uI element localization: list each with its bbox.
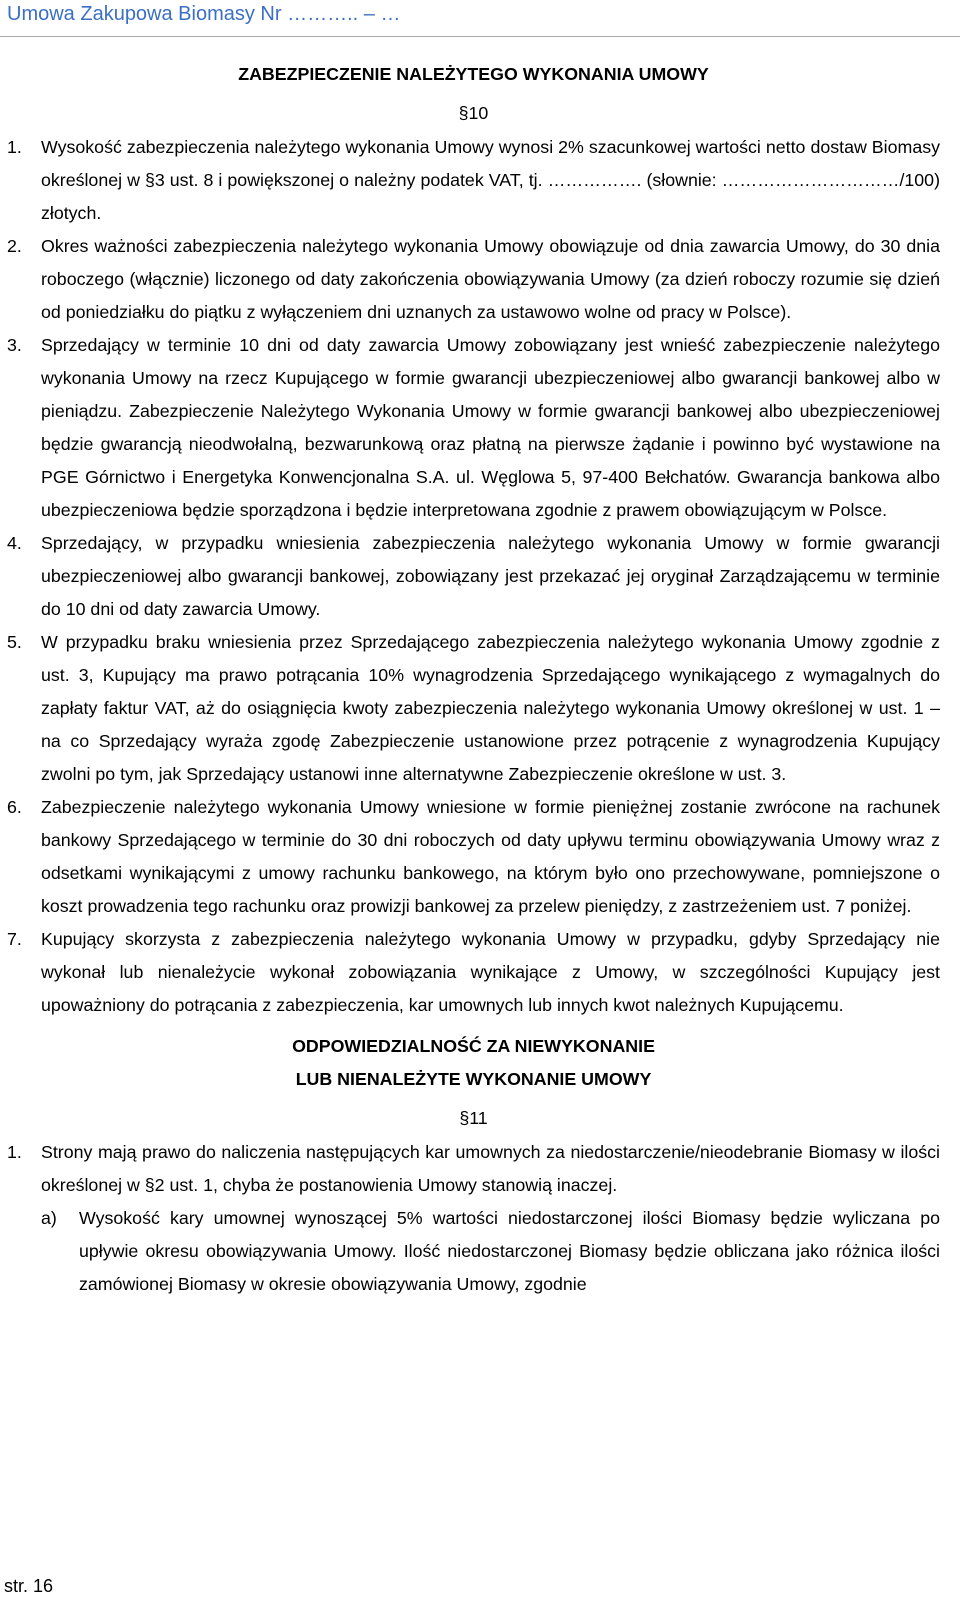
section-10-item-2 — [7, 230, 940, 329]
section-11-subitem-a — [41, 1202, 940, 1301]
section-10-item-5 — [7, 626, 940, 791]
section-10-item-4 — [7, 527, 940, 626]
item-number: 3. — [7, 335, 22, 355]
item-text: Sprzedający w terminie 10 dni od daty zawarcia Umowy zobowiązany jest wnieść zabezpieczenie należytego wykonania Umowy na rzecz Kupującego w formie gwarancji ubezpieczeniowej albo gwarancji bankowej albo w pieniądzu. Zabezpieczenie Należytego Wykonania Umowy w formie gwarancji bankowej albo ubezpieczeniowej będzie gwarancją nieodwołalną, bezwarunkową oraz płatną na pierwsze żądanie i powinno być wystawione na PGE Górnictwo i Energetyka Konwencjonalna S.A. ul. Węglowa 5, 97-400 Bełchatów. Gwarancja bankowa albo ubezpieczeniowa będzie sporządzona i będzie interpretowana zgodnie z prawem obowiązującym w Polsce. — [41, 335, 940, 520]
item-text: Zabezpieczenie należytego wykonania Umowy wniesione w formie pieniężnej zostanie zwrócone na rachunek bankowy Sprzedającego w terminie do 30 dni roboczych od daty upływu terminu obowiązywania Umowy wraz z odsetkami wynikającymi z umowy rachunku bankowego, na którym było ono przechowywane, pomniejszone o koszt prowadzenia tego rachunku oraz prowizji bankowej za przelew pieniędzy, z zastrzeżeniem ust. 7 poniżej. — [41, 797, 940, 916]
section-11-item-1 — [7, 1136, 940, 1202]
header-divider — [0, 36, 960, 37]
item-number: 6. — [7, 797, 22, 817]
item-text: Strony mają prawo do naliczenia następujących kar umownych za niedostarczenie/nieodebranie Biomasy w ilości określonej w §2 ust. 1, chyba że postanowienia Umowy stanowią inaczej. — [41, 1142, 940, 1195]
item-number: 1. — [7, 1142, 22, 1162]
item-text: Kupujący skorzysta z zabezpieczenia należytego wykonania Umowy w przypadku, gdyby Sprzedający nie wykonał lub nienależycie wykonał zobowiązania wynikające z Umowy, w szczególności Kupujący jest upoważniony do potrącania z zabezpieczenia, kar umownych lub innych kwot należnych Kupującemu. — [41, 929, 940, 1015]
document-body — [7, 58, 940, 1301]
item-text: Okres ważności zabezpieczenia należytego wykonania Umowy obowiązuje od dnia zawarcia Umowy, do 30 dnia roboczego (włącznie) liczonego od daty zakończenia obowiązywania Umowy (za dzień roboczy rozumie się dzień od poniedziałku do piątku z wyłączeniem dni uznanych za ustawowo wolne od pracy w Polsce). — [41, 236, 940, 322]
item-number: 1. — [7, 137, 22, 157]
item-number: 5. — [7, 632, 22, 652]
subitem-letter: a) — [41, 1208, 57, 1228]
page-number: str. 16 — [4, 1576, 54, 1596]
item-number: 7. — [7, 929, 22, 949]
section-10-item-7 — [7, 923, 940, 1022]
section-11-number: §11 — [459, 1108, 488, 1128]
item-text: W przypadku braku wniesienia przez Sprzedającego zabezpieczenia należytego wykonania Umowy zgodnie z ust. 3, Kupujący ma prawo potrącania 10% wynagrodzenia Sprzedającego wynikającego z wymagalnych do zapłaty faktur VAT, aż do osiągnięcia kwoty zabezpieczenia należytego wykonania Umowy określonej w ust. 1 – na co Sprzedający wyraża zgodę Zabezpieczenie ustanowione przez potrącenie z wynagrodzenia Kupujący zwolni po tym, jak Sprzedający ustanowi inne alternatywne Zabezpieczenie określone w ust. 3. — [41, 632, 940, 784]
item-number: 2. — [7, 236, 22, 256]
subitem-text: Wysokość kary umownej wynoszącej 5% wartości niedostarczonej ilości Biomasy będzie wyliczana po upływie okresu obowiązywania Umowy. Ilość niedostarczonej Biomasy będzie obliczana jako różnica ilości zamówionej Biomasy w okresie obowiązywania Umowy, zgodnie — [79, 1208, 940, 1294]
section-10-item-3 — [7, 329, 940, 527]
section-11-heading-line-1: ODPOWIEDZIALNOŚĆ ZA NIEWYKONANIE — [292, 1036, 655, 1056]
section-10-item-1 — [7, 131, 940, 230]
item-text: Wysokość zabezpieczenia należytego wykonania Umowy wynosi 2% szacunkowej wartości netto dostaw Biomasy określonej w §3 ust. 8 i powiększonej o należny podatek VAT, tj. ……………. (słownie: …………………………/100) złotych. — [41, 137, 940, 223]
item-text: Sprzedający, w przypadku wniesienia zabezpieczenia należytego wykonania Umowy w formie gwarancji ubezpieczeniowej albo gwarancji bankowej, zobowiązany jest przekazać jej oryginał Zarządzającemu w terminie do 10 dni od daty zawarcia Umowy. — [41, 533, 940, 619]
section-10-number: §10 — [458, 103, 489, 123]
section-11-heading-line-2: LUB NIENALEŻYTE WYKONANIE UMOWY — [295, 1069, 652, 1089]
document-header-title: Umowa Zakupowa Biomasy Nr ……….. – … — [7, 3, 401, 25]
section-10-heading: ZABEZPIECZENIE NALEŻYTEGO WYKONANIA UMOWY — [238, 64, 709, 84]
item-number: 4. — [7, 533, 22, 553]
section-10-item-6 — [7, 791, 940, 923]
